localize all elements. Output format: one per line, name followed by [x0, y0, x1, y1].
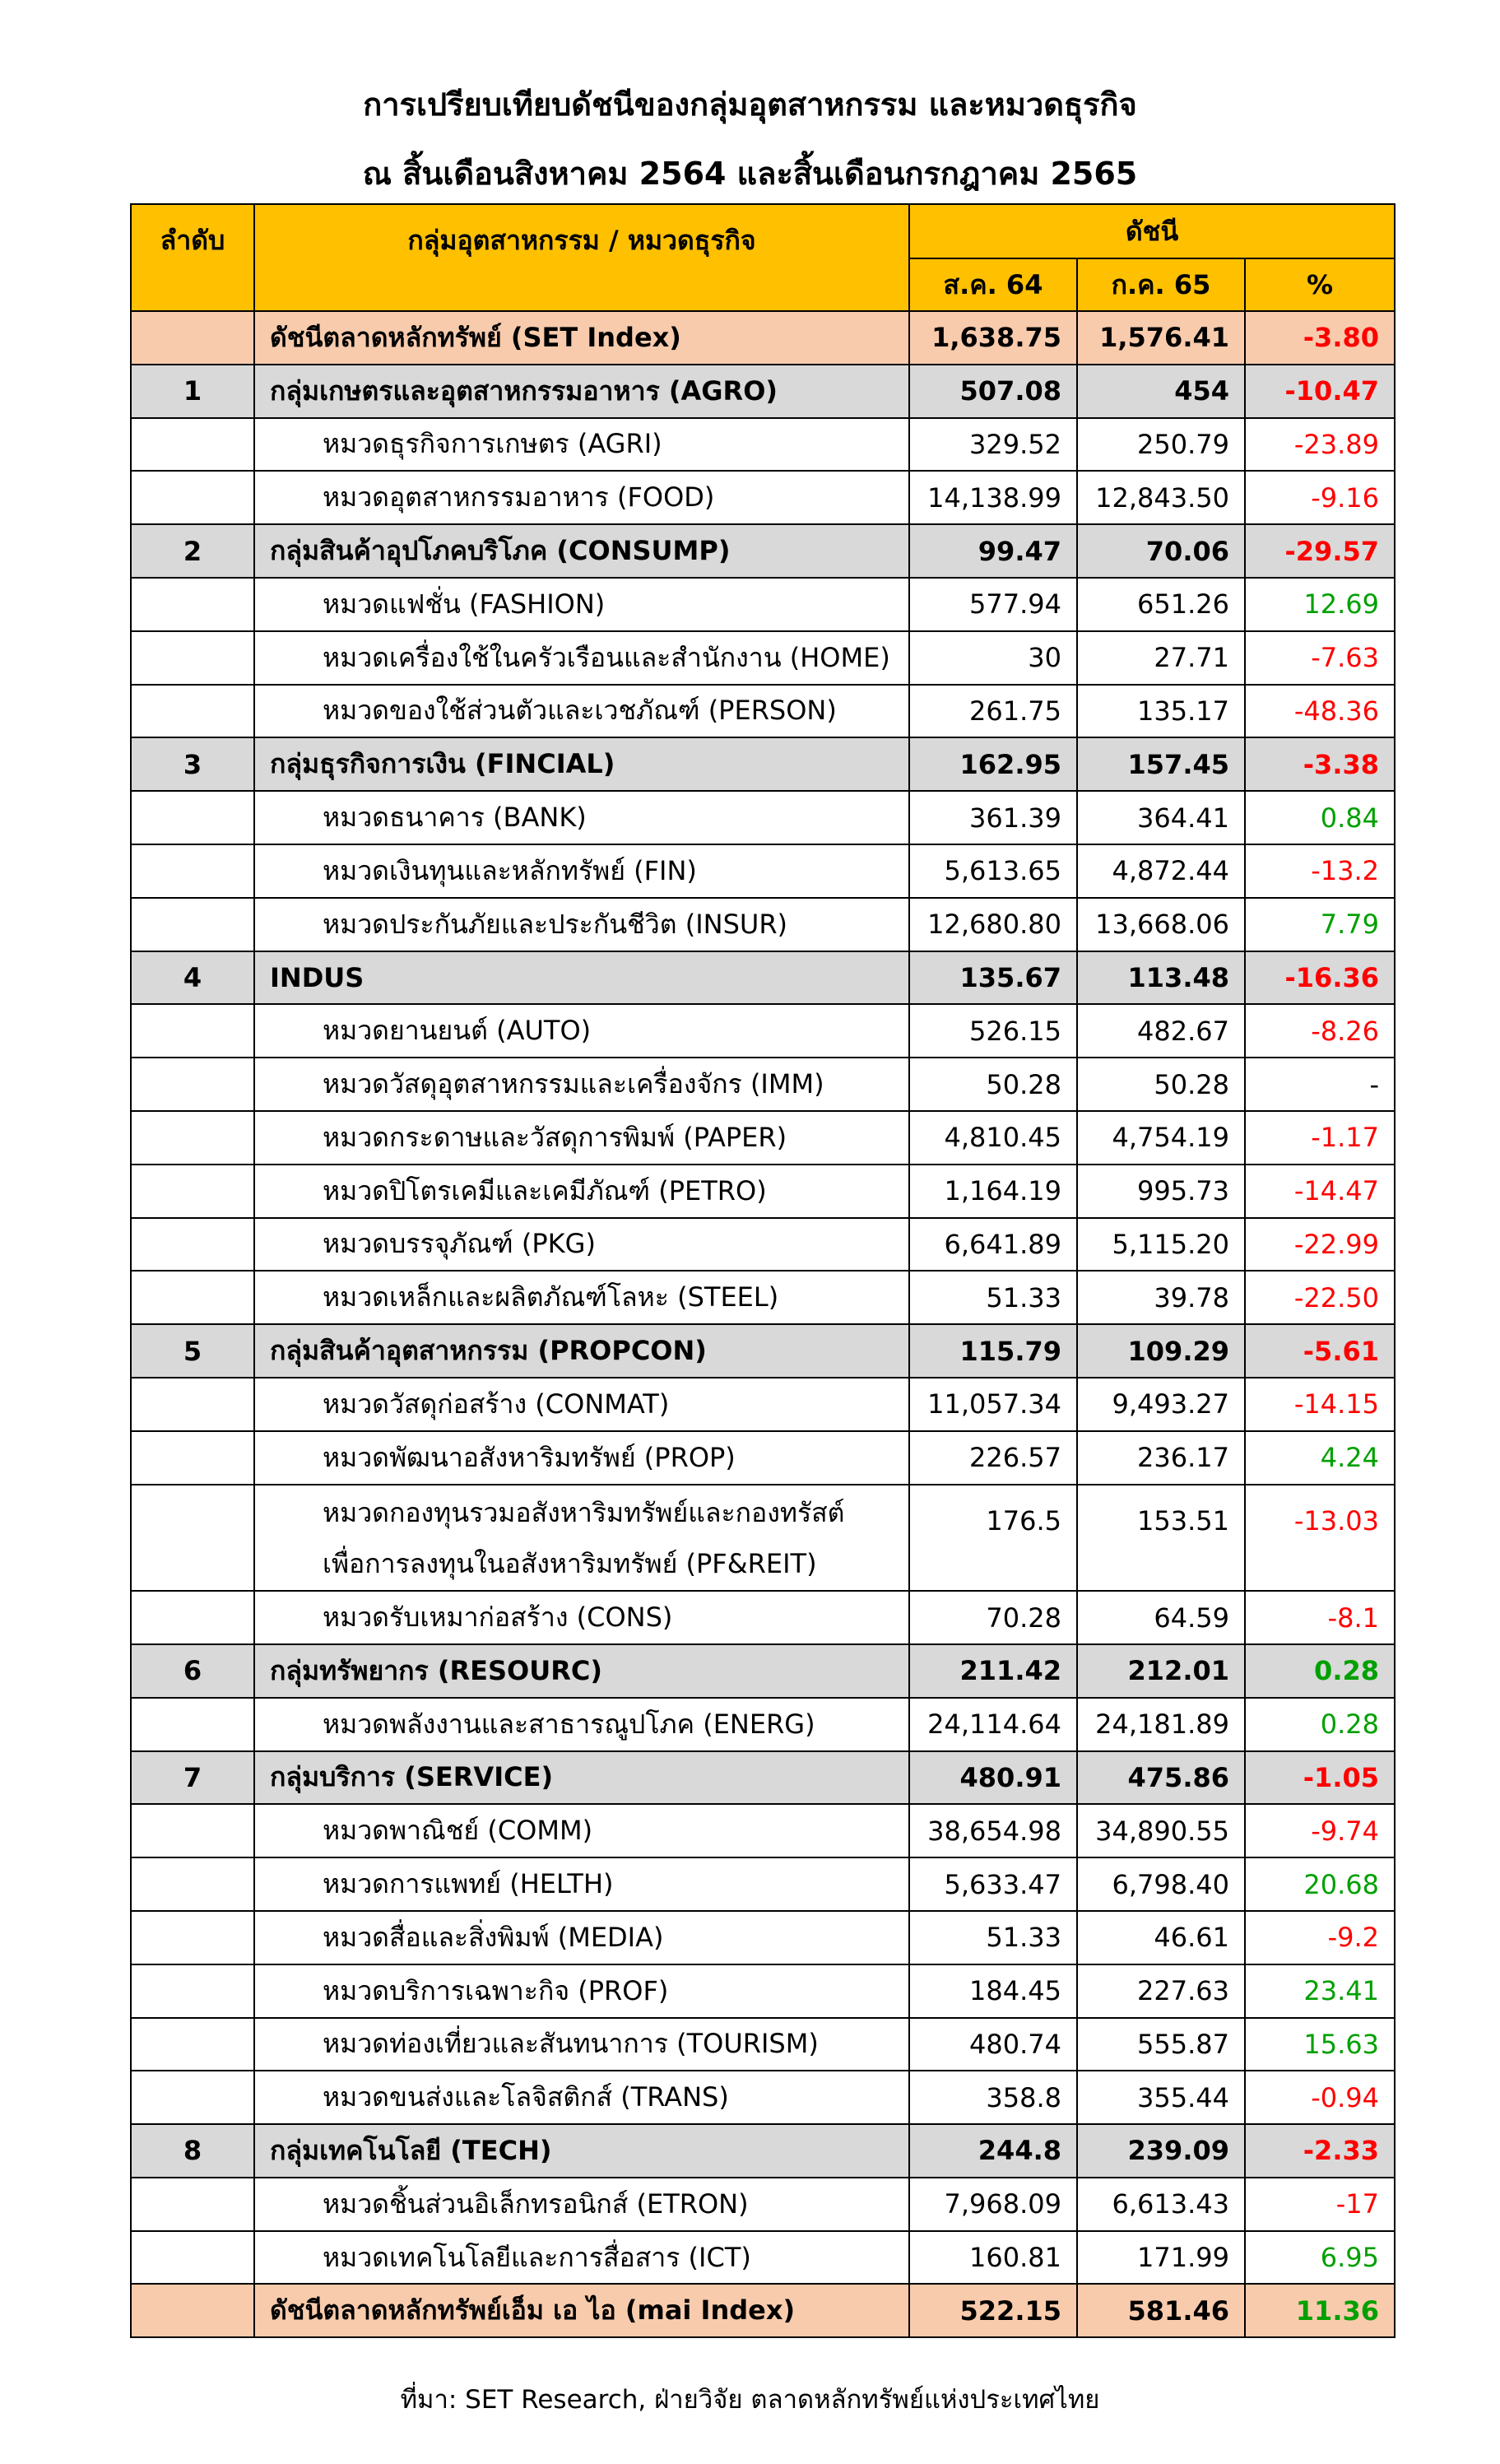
name-cell: ดัชนีตลาดหลักทรัพย์เอ็ม เอ ไอ (mai Index) [254, 2284, 909, 2337]
name-cell: หมวดชิ้นส่วนอิเล็กทรอนิกส์ (ETRON) [254, 2178, 909, 2231]
pct-change-cell: 0.84 [1245, 791, 1395, 844]
aug64-value-cell: 1,638.75 [909, 311, 1077, 365]
rank-cell [131, 898, 254, 951]
jul65-value-cell: 9,493.27 [1077, 1378, 1245, 1431]
jul65-value-cell: 64.59 [1077, 1591, 1245, 1644]
jul65-value-cell: 113.48 [1077, 951, 1245, 1005]
table-row [131, 1218, 1395, 1272]
name-cell: กลุ่มสินค้าอุปโภคบริโภค (CONSUMP) [254, 524, 909, 578]
table-row [131, 1591, 1395, 1644]
table-row [131, 1431, 1395, 1485]
aug64-value-cell: 12,680.80 [909, 898, 1077, 951]
name-cell: หมวดประกันภัยและประกันชีวิต (INSUR) [254, 898, 909, 951]
name-cell: กลุ่มสินค้าอุตสาหกรรม (PROPCON) [254, 1324, 909, 1378]
aug64-value-cell: 329.52 [909, 418, 1077, 472]
pct-change-cell: 4.24 [1245, 1431, 1395, 1485]
table-row [131, 1165, 1395, 1218]
rank-cell [131, 1804, 254, 1857]
rank-cell [131, 844, 254, 898]
aug64-value-cell: 135.67 [909, 951, 1077, 1005]
jul65-value-cell: 171.99 [1077, 2231, 1245, 2285]
name-cell: หมวดขนส่งและโลจิสติกส์ (TRANS) [254, 2071, 909, 2124]
rank-cell [131, 1431, 254, 1485]
aug64-value-cell: 184.45 [909, 1964, 1077, 2018]
aug64-value-cell: 361.39 [909, 791, 1077, 844]
name-cell: หมวดยานยนต์ (AUTO) [254, 1004, 909, 1058]
rank-cell [131, 2071, 254, 2124]
rank-cell [131, 685, 254, 738]
rank-cell [131, 578, 254, 631]
table-row [131, 418, 1395, 472]
rank-cell [131, 631, 254, 685]
group-row [131, 1751, 1395, 1805]
pct-change-cell: 12.69 [1245, 578, 1395, 631]
name-cell: กลุ่มธุรกิจการเงิน (FINCIAL) [254, 737, 909, 791]
table-row [131, 2231, 1395, 2285]
aug64-value-cell: 358.8 [909, 2071, 1077, 2124]
jul65-value-cell: 355.44 [1077, 2071, 1245, 2124]
name-cell: INDUS [254, 951, 909, 1005]
jul65-value-cell: 236.17 [1077, 1431, 1245, 1485]
pct-change-cell: -29.57 [1245, 524, 1395, 578]
rank-cell [131, 1964, 254, 2018]
pct-change-cell: -2.33 [1245, 2124, 1395, 2178]
jul65-value-cell: 34,890.55 [1077, 1804, 1245, 1857]
aug64-value-cell: 6,641.89 [909, 1218, 1077, 1272]
aug64-value-cell: 211.42 [909, 1644, 1077, 1698]
jul65-value-cell: 5,115.20 [1077, 1218, 1245, 1272]
jul65-value-cell: 135.17 [1077, 685, 1245, 738]
rank-cell [131, 2231, 254, 2285]
name-cell: หมวดธนาคาร (BANK) [254, 791, 909, 844]
pct-change-cell: -3.80 [1245, 311, 1395, 365]
table-row [131, 1857, 1395, 1911]
jul65-value-cell: 39.78 [1077, 1271, 1245, 1324]
name-cell: หมวดเทคโนโลยีและการสื่อสาร (ICT) [254, 2231, 909, 2285]
aug64-value-cell: 526.15 [909, 1004, 1077, 1058]
aug64-value-cell: 160.81 [909, 2231, 1077, 2285]
pct-change-cell: 23.41 [1245, 1964, 1395, 2018]
name-cell: หมวดเงินทุนและหลักทรัพย์ (FIN) [254, 844, 909, 898]
jul65-value-cell: 27.71 [1077, 631, 1245, 685]
aug64-value-cell: 38,654.98 [909, 1804, 1077, 1857]
rank-cell [131, 1058, 254, 1111]
pct-change-cell: -9.16 [1245, 471, 1395, 524]
rank-cell: 5 [131, 1324, 254, 1378]
aug64-value-cell: 577.94 [909, 578, 1077, 631]
pct-change-cell: -22.50 [1245, 1271, 1395, 1324]
name-cell: หมวดเหล็กและผลิตภัณฑ์โลหะ (STEEL) [254, 1271, 909, 1324]
pct-change-cell: -48.36 [1245, 685, 1395, 738]
jul65-value-cell: 12,843.50 [1077, 471, 1245, 524]
jul65-value-cell: 109.29 [1077, 1324, 1245, 1378]
group-row [131, 524, 1395, 578]
table-row [131, 2178, 1395, 2231]
pct-change-cell: -3.38 [1245, 737, 1395, 791]
name-cell: หมวดอุตสาหกรรมอาหาร (FOOD) [254, 471, 909, 524]
pct-change-cell: 11.36 [1245, 2284, 1395, 2337]
aug64-value-cell: 7,968.09 [909, 2178, 1077, 2231]
rank-cell [131, 418, 254, 472]
table-row [131, 471, 1395, 524]
group-row [131, 951, 1395, 1005]
aug64-value-cell: 162.95 [909, 737, 1077, 791]
jul65-value-cell: 50.28 [1077, 1058, 1245, 1111]
group-row [131, 2124, 1395, 2178]
name-cell: หมวดวัสดุอุตสาหกรรมและเครื่องจักร (IMM) [254, 1058, 909, 1111]
pct-change-cell: -14.15 [1245, 1378, 1395, 1431]
aug64-value-cell: 176.5 [909, 1485, 1077, 1592]
pct-change-cell: -10.47 [1245, 365, 1395, 418]
aug64-value-cell: 261.75 [909, 685, 1077, 738]
jul65-value-cell: 555.87 [1077, 2018, 1245, 2071]
group-row [131, 365, 1395, 418]
table-row [131, 1271, 1395, 1324]
aug64-value-cell: 24,114.64 [909, 1698, 1077, 1751]
jul65-value-cell: 153.51 [1077, 1485, 1245, 1592]
aug64-value-cell: 99.47 [909, 524, 1077, 578]
group-row [131, 737, 1395, 791]
pct-change-cell: -9.2 [1245, 1911, 1395, 1964]
pct-change-cell: -0.94 [1245, 2071, 1395, 2124]
aug64-value-cell: 507.08 [909, 365, 1077, 418]
table-row [131, 898, 1395, 951]
name-cell: ดัชนีตลาดหลักทรัพย์ (SET Index) [254, 311, 909, 365]
pct-change-cell: 0.28 [1245, 1698, 1395, 1751]
aug64-value-cell: 115.79 [909, 1324, 1077, 1378]
rank-cell [131, 1271, 254, 1324]
pct-change-cell: -7.63 [1245, 631, 1395, 685]
pct-change-cell: -13.2 [1245, 844, 1395, 898]
rank-cell [131, 1378, 254, 1431]
rank-cell [131, 1857, 254, 1911]
pct-change-cell: -1.17 [1245, 1111, 1395, 1165]
index-row [131, 311, 1395, 365]
table-row [131, 1058, 1395, 1111]
jul65-value-cell: 24,181.89 [1077, 1698, 1245, 1751]
jul65-value-cell: 212.01 [1077, 1644, 1245, 1698]
aug64-value-cell: 11,057.34 [909, 1378, 1077, 1431]
name-cell: หมวดพัฒนาอสังหาริมทรัพย์ (PROP) [254, 1431, 909, 1485]
pct-change-cell: -5.61 [1245, 1324, 1395, 1378]
rank-cell [131, 311, 254, 365]
aug64-value-cell: 5,633.47 [909, 1857, 1077, 1911]
aug64-value-cell: 30 [909, 631, 1077, 685]
aug64-value-cell: 522.15 [909, 2284, 1077, 2337]
pct-change-cell: 6.95 [1245, 2231, 1395, 2285]
index-comparison-table [130, 203, 1396, 2338]
rank-cell [131, 1911, 254, 1964]
aug64-value-cell: 480.91 [909, 1751, 1077, 1805]
jul65-value-cell: 250.79 [1077, 418, 1245, 472]
jul65-value-cell: 13,668.06 [1077, 898, 1245, 951]
rank-cell [131, 1485, 254, 1592]
name-cell: หมวดของใช้ส่วนตัวและเวชภัณฑ์ (PERSON) [254, 685, 909, 738]
jul65-value-cell: 70.06 [1077, 524, 1245, 578]
jul65-value-cell: 454 [1077, 365, 1245, 418]
rank-cell: 6 [131, 1644, 254, 1698]
aug64-header: ส.ค. 64 [909, 258, 1077, 311]
rank-cell [131, 471, 254, 524]
rank-cell: 7 [131, 1751, 254, 1805]
pct-change-cell: - [1245, 1058, 1395, 1111]
table-row [131, 685, 1395, 738]
document-subtitle: ณ สิ้นเดือนสิงหาคม 2564 และสิ้นเดือนกรกฎาคม 2565 [362, 156, 1138, 192]
jul65-value-cell: 364.41 [1077, 791, 1245, 844]
name-cell: หมวดแฟชั่น (FASHION) [254, 578, 909, 631]
table-row [131, 631, 1395, 685]
pct-change-cell: -8.26 [1245, 1004, 1395, 1058]
jul65-value-cell: 581.46 [1077, 2284, 1245, 2337]
rank-header: ลำดับ [131, 204, 254, 311]
group-row [131, 1324, 1395, 1378]
jul65-value-cell: 1,576.41 [1077, 311, 1245, 365]
pct-change-cell: 7.79 [1245, 898, 1395, 951]
jul65-value-cell: 4,872.44 [1077, 844, 1245, 898]
pct-change-cell: -17 [1245, 2178, 1395, 2231]
jul65-value-cell: 6,798.40 [1077, 1857, 1245, 1911]
rank-cell: 2 [131, 524, 254, 578]
aug64-value-cell: 480.74 [909, 2018, 1077, 2071]
table-row [131, 578, 1395, 631]
table-row [131, 1004, 1395, 1058]
name-cell: หมวดสื่อและสิ่งพิมพ์ (MEDIA) [254, 1911, 909, 1964]
jul65-value-cell: 475.86 [1077, 1751, 1245, 1805]
name-cell: หมวดรับเหมาก่อสร้าง (CONS) [254, 1591, 909, 1644]
pct-change-cell: -16.36 [1245, 951, 1395, 1005]
table-row [131, 791, 1395, 844]
rank-cell [131, 791, 254, 844]
name-cell: หมวดบรรจุภัณฑ์ (PKG) [254, 1218, 909, 1272]
aug64-value-cell: 50.28 [909, 1058, 1077, 1111]
rank-cell [131, 1698, 254, 1751]
rank-cell [131, 1218, 254, 1272]
pct-change-cell: 0.28 [1245, 1644, 1395, 1698]
rank-cell: 8 [131, 2124, 254, 2178]
index-row [131, 2284, 1395, 2337]
name-cell: หมวดกระดาษและวัสดุการพิมพ์ (PAPER) [254, 1111, 909, 1165]
name-cell: หมวดธุรกิจการเกษตร (AGRI) [254, 418, 909, 472]
name-cell: หมวดบริการเฉพาะกิจ (PROF) [254, 1964, 909, 2018]
pct-change-cell: -9.74 [1245, 1804, 1395, 1857]
name-header: กลุ่มอุตสาหกรรม / หมวดธุรกิจ [254, 204, 909, 311]
document-title: การเปรียบเทียบดัชนีของกลุ่มอุตสาหกรรม และหมวดธุรกิจ [363, 86, 1137, 123]
table-row [131, 1911, 1395, 1964]
rank-cell [131, 1591, 254, 1644]
name-cell: กลุ่มบริการ (SERVICE) [254, 1751, 909, 1805]
jul65-value-cell: 46.61 [1077, 1911, 1245, 1964]
aug64-value-cell: 4,810.45 [909, 1111, 1077, 1165]
jul65-value-cell: 995.73 [1077, 1165, 1245, 1218]
aug64-value-cell: 1,164.19 [909, 1165, 1077, 1218]
name-cell: หมวดเครื่องใช้ในครัวเรือนและสำนักงาน (HOME) [254, 631, 909, 685]
rank-cell [131, 2284, 254, 2337]
pct-change-cell: -23.89 [1245, 418, 1395, 472]
rank-cell [131, 2018, 254, 2071]
pct-change-cell: -22.99 [1245, 1218, 1395, 1272]
jul65-value-cell: 651.26 [1077, 578, 1245, 631]
jul65-value-cell: 157.45 [1077, 737, 1245, 791]
table-row [131, 2018, 1395, 2071]
name-cell: หมวดท่องเที่ยวและสันทนาการ (TOURISM) [254, 2018, 909, 2071]
table-row [131, 2071, 1395, 2124]
aug64-value-cell: 70.28 [909, 1591, 1077, 1644]
name-cell: หมวดกองทุนรวมอสังหาริมทรัพย์และกองทรัสต์ เพื่อการลงทุนในอสังหาริมทรัพย์ (PF&REIT) [254, 1485, 909, 1592]
pct-change-cell: -8.1 [1245, 1591, 1395, 1644]
group-row [131, 1644, 1395, 1698]
rank-cell [131, 1004, 254, 1058]
name-cell: หมวดวัสดุก่อสร้าง (CONMAT) [254, 1378, 909, 1431]
name-cell: หมวดพาณิชย์ (COMM) [254, 1804, 909, 1857]
aug64-value-cell: 51.33 [909, 1271, 1077, 1324]
name-cell: กลุ่มเกษตรและอุตสาหกรรมอาหาร (AGRO) [254, 365, 909, 418]
rank-cell [131, 1165, 254, 1218]
jul65-value-cell: 482.67 [1077, 1004, 1245, 1058]
pct-change-cell: 20.68 [1245, 1857, 1395, 1911]
aug64-value-cell: 14,138.99 [909, 471, 1077, 524]
pct-change-cell: -13.03 [1245, 1485, 1395, 1592]
table-row [131, 1964, 1395, 2018]
pct-change-cell: 15.63 [1245, 2018, 1395, 2071]
source-note: ที่มา: SET Research, ฝ่ายวิจัย ตลาดหลักทรัพย์แห่งประเทศไทย [400, 2385, 1100, 2415]
aug64-value-cell: 226.57 [909, 1431, 1077, 1485]
table-row [131, 1378, 1395, 1431]
name-cell: หมวดพลังงานและสาธารณูปโภค (ENERG) [254, 1698, 909, 1751]
table-row [131, 844, 1395, 898]
name-cell: กลุ่มทรัพยากร (RESOURC) [254, 1644, 909, 1698]
aug64-value-cell: 51.33 [909, 1911, 1077, 1964]
name-cell: กลุ่มเทคโนโลยี (TECH) [254, 2124, 909, 2178]
table-row [131, 1111, 1395, 1165]
table-body [131, 311, 1395, 2337]
index-header: ดัชนี [909, 204, 1395, 258]
name-cell: หมวดปิโตรเคมีและเคมีภัณฑ์ (PETRO) [254, 1165, 909, 1218]
table-row [131, 1485, 1395, 1592]
pct-header: % [1245, 258, 1395, 311]
rank-cell: 4 [131, 951, 254, 1005]
pct-change-cell: -14.47 [1245, 1165, 1395, 1218]
jul65-value-cell: 4,754.19 [1077, 1111, 1245, 1165]
rank-cell: 3 [131, 737, 254, 791]
table-row [131, 1698, 1395, 1751]
rank-cell [131, 1111, 254, 1165]
rank-cell: 1 [131, 365, 254, 418]
jul65-header: ก.ค. 65 [1077, 258, 1245, 311]
table-row [131, 1804, 1395, 1857]
jul65-value-cell: 227.63 [1077, 1964, 1245, 2018]
jul65-value-cell: 239.09 [1077, 2124, 1245, 2178]
aug64-value-cell: 244.8 [909, 2124, 1077, 2178]
pct-change-cell: -1.05 [1245, 1751, 1395, 1805]
aug64-value-cell: 5,613.65 [909, 844, 1077, 898]
jul65-value-cell: 6,613.43 [1077, 2178, 1245, 2231]
name-cell: หมวดการแพทย์ (HELTH) [254, 1857, 909, 1911]
rank-cell [131, 2178, 254, 2231]
